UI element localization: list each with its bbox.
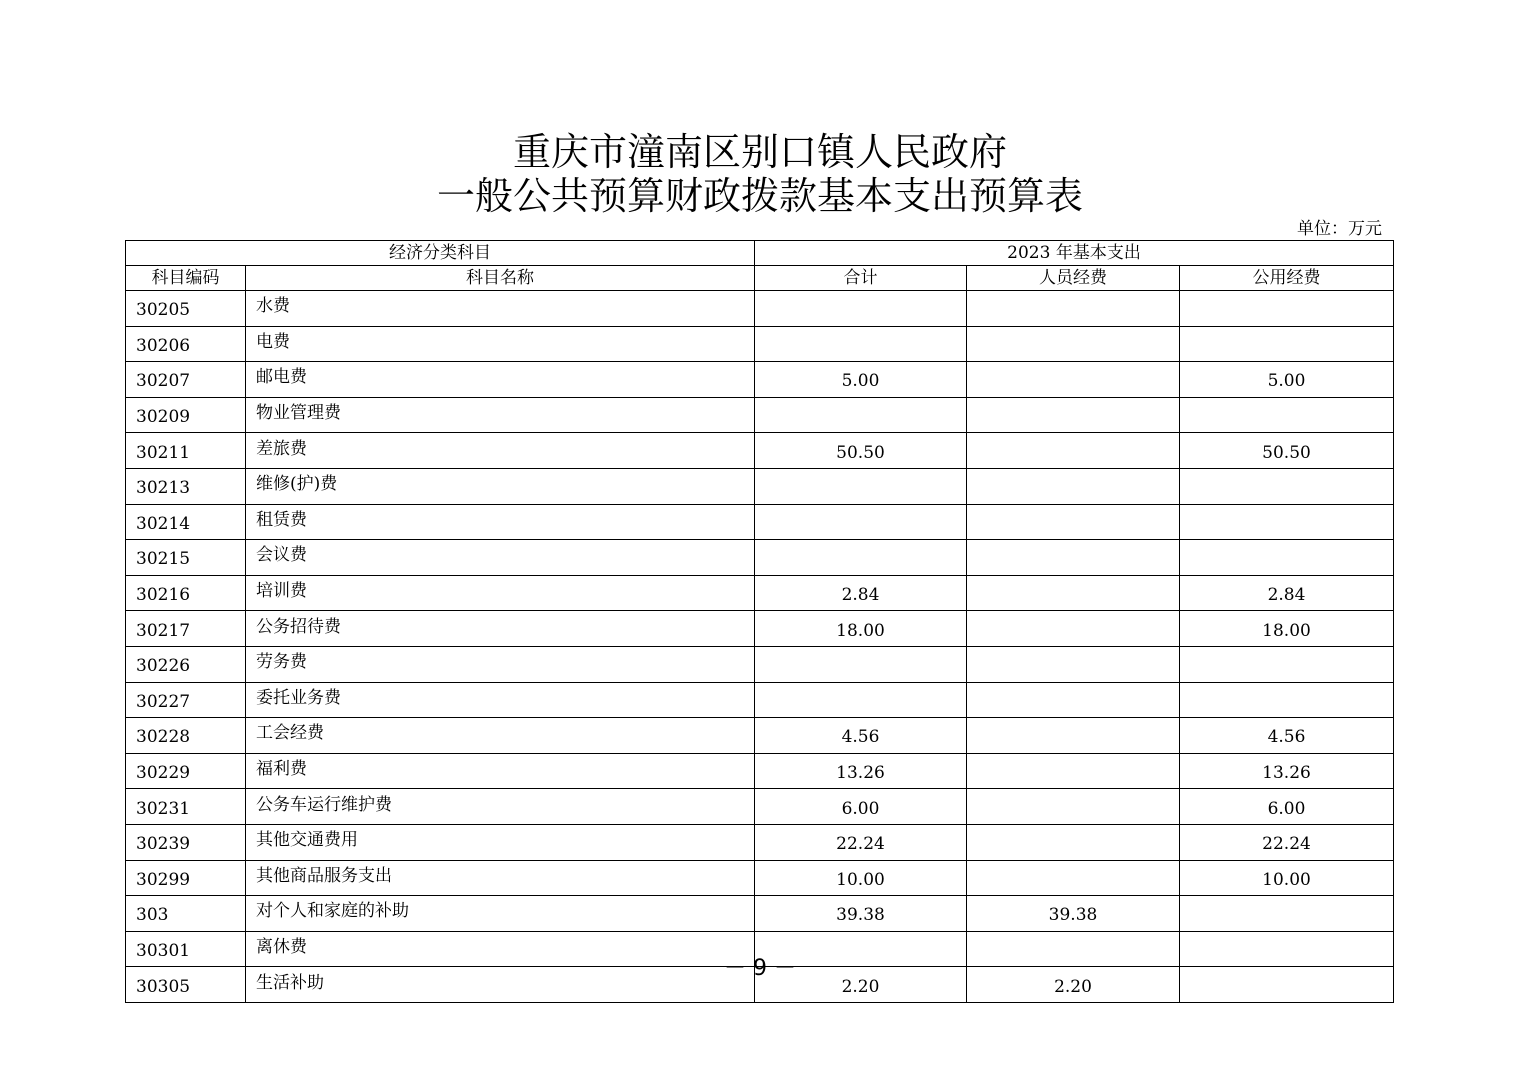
- row-personnel: [967, 362, 1180, 398]
- row-personnel: [967, 718, 1180, 754]
- row-code: 30211: [126, 433, 246, 469]
- row-total: [755, 397, 967, 433]
- row-code: 30205: [126, 291, 246, 327]
- row-name: 公务车运行维护费: [246, 789, 755, 825]
- row-name: 培训费: [246, 575, 755, 611]
- row-name: 公务招待费: [246, 611, 755, 647]
- row-personnel: [967, 646, 1180, 682]
- row-personnel: [967, 753, 1180, 789]
- row-public: [1180, 291, 1394, 327]
- row-personnel: [967, 575, 1180, 611]
- row-personnel: [967, 504, 1180, 540]
- header-economic-classification: 经济分类科目: [126, 241, 755, 266]
- table-row: [126, 860, 1394, 896]
- row-public: [1180, 468, 1394, 504]
- row-name: 差旅费: [246, 433, 755, 469]
- row-public: 13.26: [1180, 753, 1394, 789]
- row-public: 6.00: [1180, 789, 1394, 825]
- table-row: [126, 718, 1394, 754]
- row-name: 租赁费: [246, 504, 755, 540]
- row-personnel: [967, 433, 1180, 469]
- row-total: [755, 326, 967, 362]
- table-row: [126, 646, 1394, 682]
- row-code: 30214: [126, 504, 246, 540]
- row-code: 30231: [126, 789, 246, 825]
- row-code: 30209: [126, 397, 246, 433]
- column-header-name: 科目名称: [246, 266, 755, 291]
- row-total: [755, 291, 967, 327]
- row-name: 离休费: [246, 931, 755, 967]
- row-total: [755, 646, 967, 682]
- table-row: [126, 504, 1394, 540]
- table-row: [126, 611, 1394, 647]
- table-row: [126, 896, 1394, 932]
- row-total: 22.24: [755, 824, 967, 860]
- row-code: 30228: [126, 718, 246, 754]
- row-personnel: [967, 611, 1180, 647]
- row-total: 10.00: [755, 860, 967, 896]
- row-code: 30207: [126, 362, 246, 398]
- row-total: [755, 540, 967, 576]
- row-public: 18.00: [1180, 611, 1394, 647]
- row-personnel: [967, 824, 1180, 860]
- row-personnel: [967, 860, 1180, 896]
- row-personnel: [967, 397, 1180, 433]
- row-code: 30299: [126, 860, 246, 896]
- column-header-code: 科目编码: [126, 266, 246, 291]
- row-code: 30213: [126, 468, 246, 504]
- row-name: 福利费: [246, 753, 755, 789]
- row-code: 30217: [126, 611, 246, 647]
- row-total: 2.20: [755, 967, 967, 1003]
- row-name: 对个人和家庭的补助: [246, 896, 755, 932]
- row-personnel: [967, 326, 1180, 362]
- row-public: [1180, 504, 1394, 540]
- row-code: 30305: [126, 967, 246, 1003]
- row-name: 电费: [246, 326, 755, 362]
- row-total: 4.56: [755, 718, 967, 754]
- document-title-line2: 一般公共预算财政拨款基本支出预算表: [436, 174, 1083, 218]
- row-name: 维修(护)费: [246, 468, 755, 504]
- row-name: 工会经费: [246, 718, 755, 754]
- row-public: 22.24: [1180, 824, 1394, 860]
- unit-label: 单位：万元: [1297, 219, 1382, 239]
- row-personnel: [967, 789, 1180, 825]
- row-public: [1180, 682, 1394, 718]
- row-personnel: [967, 468, 1180, 504]
- table-row: [126, 291, 1394, 327]
- row-name: 水费: [246, 291, 755, 327]
- row-code: 30239: [126, 824, 246, 860]
- table-row: [126, 575, 1394, 611]
- row-personnel: 39.38: [967, 896, 1180, 932]
- page-number: － 9 －: [724, 956, 796, 981]
- row-public: [1180, 397, 1394, 433]
- row-public: [1180, 896, 1394, 932]
- row-total: [755, 468, 967, 504]
- row-total: [755, 682, 967, 718]
- row-public: 2.84: [1180, 575, 1394, 611]
- row-name: 生活补助: [246, 967, 755, 1003]
- table-row: [126, 824, 1394, 860]
- row-code: 30215: [126, 540, 246, 576]
- row-total: 50.50: [755, 433, 967, 469]
- row-code: 30216: [126, 575, 246, 611]
- row-personnel: [967, 682, 1180, 718]
- column-header-public: 公用经费: [1180, 266, 1394, 291]
- table-body: [126, 291, 1394, 1003]
- row-total: 18.00: [755, 611, 967, 647]
- row-code: 30226: [126, 646, 246, 682]
- row-total: 13.26: [755, 753, 967, 789]
- row-name: 物业管理费: [246, 397, 755, 433]
- row-total: 39.38: [755, 896, 967, 932]
- document-title-line1: 重庆市潼南区别口镇人民政府: [512, 130, 1007, 174]
- row-code: 303: [126, 896, 246, 932]
- row-total: 2.84: [755, 575, 967, 611]
- header-basic-expenditure: 2023 年基本支出: [755, 241, 1394, 266]
- table-row: [126, 326, 1394, 362]
- row-code: 30206: [126, 326, 246, 362]
- row-public: 5.00: [1180, 362, 1394, 398]
- table-row: [126, 789, 1394, 825]
- row-public: 4.56: [1180, 718, 1394, 754]
- row-total: [755, 504, 967, 540]
- table-row: [126, 540, 1394, 576]
- row-personnel: 2.20: [967, 967, 1180, 1003]
- row-code: 30229: [126, 753, 246, 789]
- row-name: 会议费: [246, 540, 755, 576]
- row-code: 30227: [126, 682, 246, 718]
- row-personnel: [967, 291, 1180, 327]
- row-public: [1180, 540, 1394, 576]
- row-public: [1180, 326, 1394, 362]
- row-name: 劳务费: [246, 646, 755, 682]
- table-row: [126, 682, 1394, 718]
- row-public: 10.00: [1180, 860, 1394, 896]
- row-public: [1180, 646, 1394, 682]
- table-row: [126, 433, 1394, 469]
- table-row: [126, 468, 1394, 504]
- row-name: 其他交通费用: [246, 824, 755, 860]
- row-code: 30301: [126, 931, 246, 967]
- budget-table: [125, 240, 1394, 1003]
- column-header-total: 合计: [755, 266, 967, 291]
- row-name: 委托业务费: [246, 682, 755, 718]
- table-row: [126, 397, 1394, 433]
- row-public: 50.50: [1180, 433, 1394, 469]
- table-row: [126, 753, 1394, 789]
- row-total: 6.00: [755, 789, 967, 825]
- column-header-personnel: 人员经费: [967, 266, 1180, 291]
- row-name: 其他商品服务支出: [246, 860, 755, 896]
- table-row: [126, 362, 1394, 398]
- row-total: 5.00: [755, 362, 967, 398]
- row-name: 邮电费: [246, 362, 755, 398]
- row-personnel: [967, 540, 1180, 576]
